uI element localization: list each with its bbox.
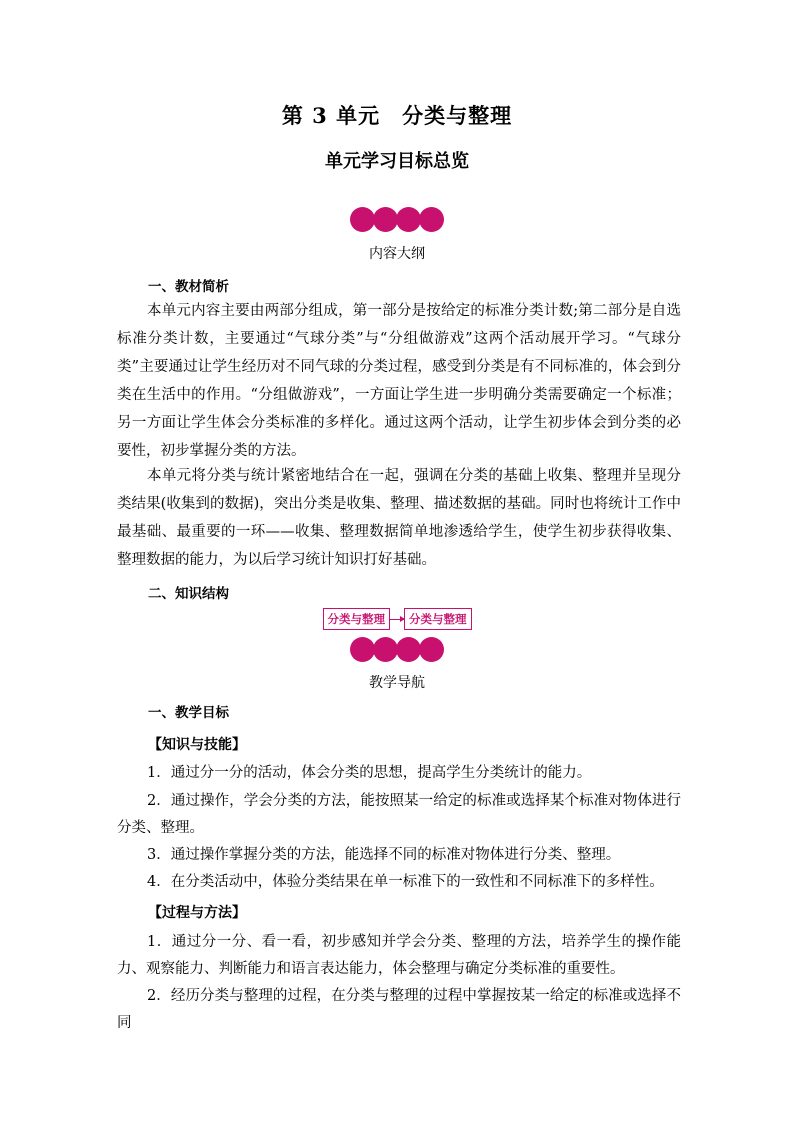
unit-number: 第 3 单元	[281, 103, 381, 128]
goal-item: 1．通过分一分的活动，体会分类的思想，提高学生分类统计的能力。	[147, 765, 592, 781]
dot-icon	[373, 637, 398, 662]
goal-item: 2．经历分类与整理的过程，在分类与整理的过程中掌握按某一给定的标准或选择不同	[117, 988, 681, 1031]
goal-item: 3．通过操作掌握分类的方法，能选择不同的标准对物体进行分类、整理。	[147, 847, 621, 863]
section-label-outline: 内容大纲	[369, 246, 425, 262]
dot-icon	[396, 207, 421, 232]
structure-box-2: 分类与整理	[404, 608, 472, 630]
dot-icon	[350, 207, 375, 232]
heading-knowledge-structure: 二、知识结构	[148, 586, 229, 602]
dot-icon	[419, 637, 444, 662]
structure-box-1: 分类与整理	[323, 608, 391, 630]
paragraph-analysis-2: 本单元将分类与统计紧密地结合在一起，强调在分类的基础上收集、整理并呈现分类结果(收集到的数据)，突出分类是收集、整理、描述数据的基础。同时也将统计工作中最基础、最重要的一环——收集、整理数据简单地渗透给学生，使学生初步获得收集、整理数据的能力，为以后学习统计知识打好基础。	[117, 468, 681, 568]
dot-icon	[350, 637, 375, 662]
dot-icon	[419, 207, 444, 232]
heading-textbook-analysis: 一、教材简析	[148, 279, 229, 295]
unit-name: 分类与整理	[402, 103, 513, 128]
dot-icon	[373, 207, 398, 232]
page-subtitle: 单元学习目标总览	[325, 151, 469, 172]
heading-teaching-goals: 一、教学目标	[148, 705, 229, 721]
paragraph-analysis-1: 本单元内容主要由两部分组成，第一部分是按给定的标准分类计数;第二部分是自选标准分类计数，主要通过“气球分类”与“分组做游戏”这两个活动展开学习。“气球分类”主要通过让学生经历对不同气球的分类过程，感受到分类是有不同标准的，体会到分类在生活中的作用。“分组做游戏”，一方面让学生进一步明确分类需要确定一个标准；另一方面让学生体会分类标准的多样化。通过这两个活动，让学生初步体会到分类的必要性，初步掌握分类的方法。	[117, 303, 681, 459]
goal-item: 4．在分类活动中，体验分类结果在单一标准下的一致性和不同标准下的多样性。	[147, 874, 664, 890]
goal-item: 1．通过分一分、看一看，初步感知并学会分类、整理的方法，培养学生的操作能力、观察能力、判断能力和语言表达能力，体会整理与确定分类标准的重要性。	[117, 934, 681, 977]
goal-item: 2．通过操作，学会分类的方法，能按照某一给定的标准或选择某个标准对物体进行分类、整理。	[117, 793, 681, 836]
decorative-dots-2	[0, 637, 794, 662]
knowledge-structure-diagram	[0, 608, 794, 630]
section-label-teaching-guide: 教学导航	[369, 675, 425, 691]
group-title-knowledge-skills: 【知识与技能】	[148, 737, 246, 753]
unit-title	[0, 100, 794, 130]
arrow-right-icon	[390, 619, 404, 620]
group-title-process-method: 【过程与方法】	[148, 905, 246, 921]
dot-icon	[396, 637, 421, 662]
decorative-dots-1	[0, 207, 794, 232]
